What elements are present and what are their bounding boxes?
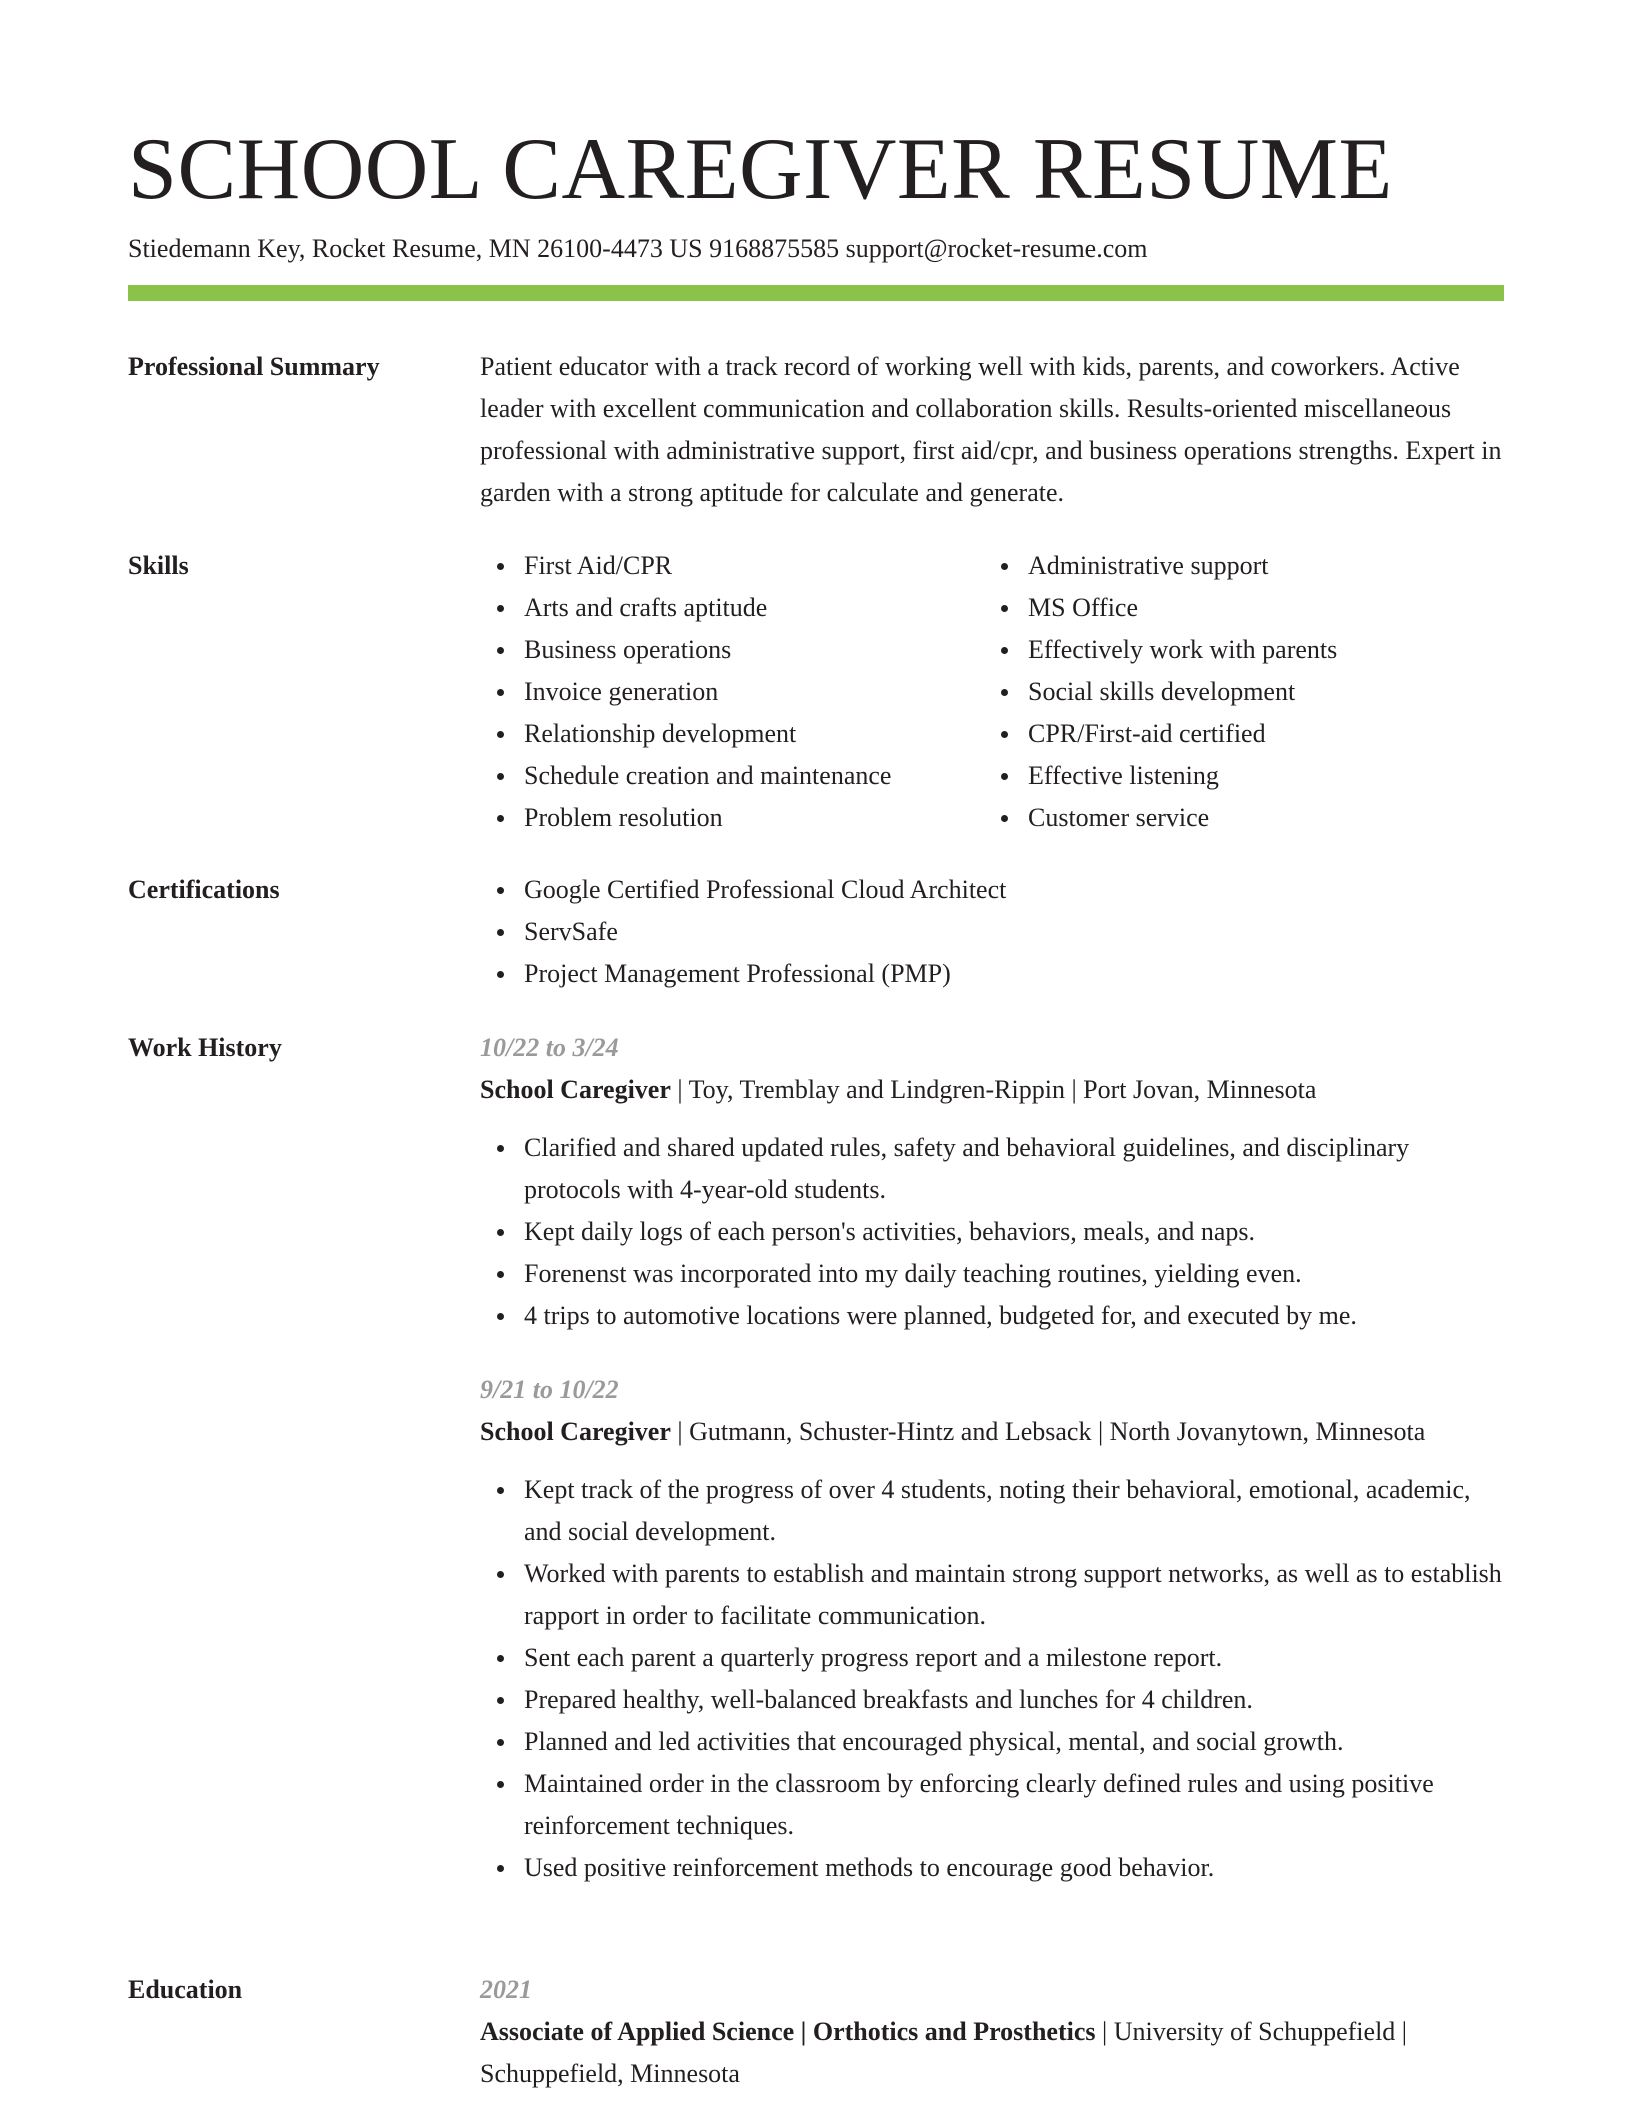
skill-item: Arts and crafts aptitude (524, 587, 984, 629)
skill-item: Customer service (1028, 797, 1337, 839)
job-heading (480, 1411, 1504, 1453)
certification-item: Google Certified Professional Cloud Architect (524, 869, 1504, 911)
job-bullet: Kept daily logs of each person's activities, behaviors, meals, and naps. (524, 1211, 1504, 1253)
skill-item: Problem resolution (524, 797, 984, 839)
job-bullet: Worked with parents to establish and maintain strong support networks, as well as to establish rapport in order to facilitate communication. (524, 1553, 1504, 1637)
job-bullet: Kept track of the progress of over 4 students, noting their behavioral, emotional, academic, and social development. (524, 1469, 1504, 1553)
skill-item: Business operations (524, 629, 984, 671)
summary-heading: Professional Summary (128, 352, 380, 381)
job-dates: 10/22 to 3/24 (480, 1033, 619, 1062)
certification-item: ServSafe (524, 911, 1504, 953)
skills-list-left (480, 545, 984, 839)
skill-item: Social skills development (1028, 671, 1337, 713)
summary-text: Patient educator with a track record of working well with kids, parents, and coworkers. Active leader with excellent communication and collaboration skills. Results-oriented miscellaneous professional with administrative support, first aid/cpr, and business operations strengths. Expert in garden with a strong aptitude for calculate and generate. (480, 352, 1502, 507)
skill-item: Invoice generation (524, 671, 984, 713)
work-history-heading: Work History (128, 1033, 282, 1062)
certifications-heading: Certifications (128, 875, 280, 904)
certification-item: Project Management Professional (PMP) (524, 953, 1504, 995)
education-heading: Education (128, 1975, 243, 2004)
skill-item: Administrative support (1028, 545, 1337, 587)
job-bullet: Clarified and shared updated rules, safety and behavioral guidelines, and disciplinary protocols with 4-year-old students. (524, 1127, 1504, 1211)
skills-list-right (984, 545, 1337, 839)
job-bullet: Prepared healthy, well-balanced breakfasts and lunches for 4 children. (524, 1679, 1504, 1721)
education-line (480, 2011, 1504, 2095)
job-bullet: Used positive reinforcement methods to encourage good behavior. (524, 1847, 1504, 1889)
job-bullet: Forenenst was incorporated into my daily teaching routines, yielding even. (524, 1253, 1504, 1295)
resume-title: SCHOOL CAREGIVER RESUME (128, 121, 1393, 218)
job-bullet: Sent each parent a quarterly progress report and a milestone report. (524, 1637, 1504, 1679)
job-details: | Gutmann, Schuster-Hintz and Lebsack | North Jovanytown, Minnesota (670, 1417, 1426, 1446)
job-heading (480, 1069, 1504, 1111)
job-details: | Toy, Tremblay and Lindgren-Rippin | Port Jovan, Minnesota (670, 1075, 1317, 1104)
skill-item: Schedule creation and maintenance (524, 755, 984, 797)
skills-heading: Skills (128, 551, 189, 580)
job-bullet: 4 trips to automotive locations were planned, budgeted for, and executed by me. (524, 1295, 1504, 1337)
job-bullet: Planned and led activities that encouraged physical, mental, and social growth. (524, 1721, 1504, 1763)
skill-item: Relationship development (524, 713, 984, 755)
contact-line: Stiedemann Key, Rocket Resume, MN 26100-4473 US 9168875585 support@rocket-resume.com (128, 234, 1148, 263)
job-title: School Caregiver (480, 1417, 671, 1446)
job-bullet: Maintained order in the classroom by enforcing clearly defined rules and using positive reinforcement techniques. (524, 1763, 1504, 1847)
job-bullets (480, 1127, 1504, 1337)
job-dates: 9/21 to 10/22 (480, 1375, 619, 1404)
certifications-list (480, 869, 1504, 995)
accent-divider (128, 285, 1504, 301)
skill-item: Effectively work with parents (1028, 629, 1337, 671)
job-entry (480, 1027, 1504, 1337)
education-year: 2021 (480, 1975, 532, 2004)
skill-item: Effective listening (1028, 755, 1337, 797)
job-title: School Caregiver (480, 1075, 671, 1104)
job-bullets (480, 1469, 1504, 1889)
education-degree: Associate of Applied Science | Orthotics and Prosthetics (480, 2017, 1096, 2046)
education-details: | University of Schuppefield | Schuppefield, Minnesota (480, 2017, 1408, 2088)
skill-item: First Aid/CPR (524, 545, 984, 587)
job-entry (480, 1369, 1504, 1889)
skill-item: MS Office (1028, 587, 1337, 629)
skill-item: CPR/First-aid certified (1028, 713, 1337, 755)
